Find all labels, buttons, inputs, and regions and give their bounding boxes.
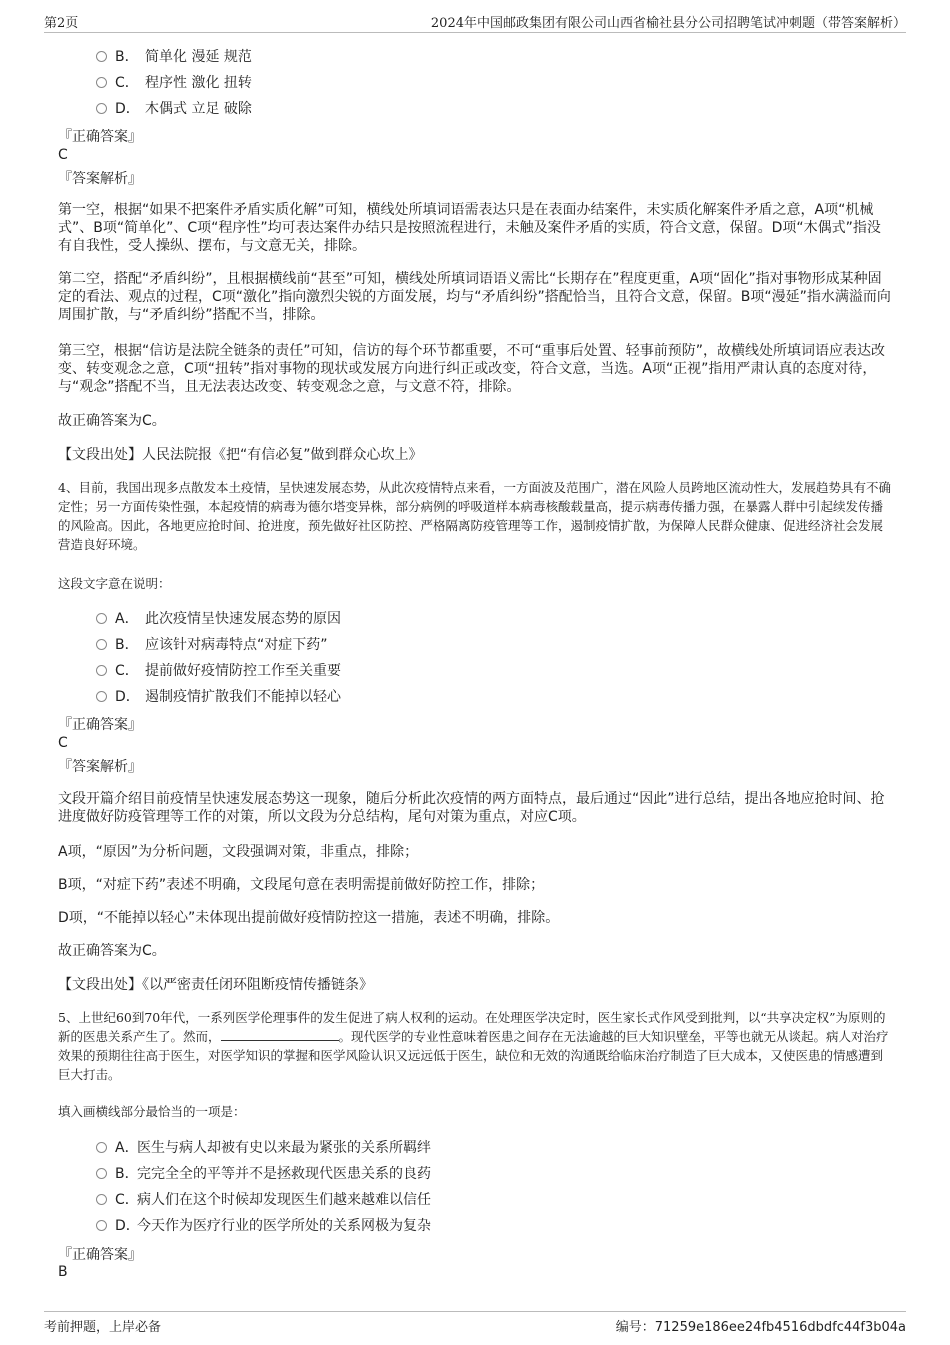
- q5-option-d[interactable]: D．今天作为医疗行业的医学所处的关系网极为复杂: [96, 1215, 431, 1239]
- q4-option-b[interactable]: B． 应该针对病毒特点“对症下药”: [96, 634, 328, 658]
- radio-icon[interactable]: [96, 639, 107, 650]
- q5-option-b[interactable]: B．完完全全的平等并不是拯救现代医患关系的良药: [96, 1163, 431, 1187]
- q5-option-a[interactable]: A．医生与病人却被有史以来最为紧张的关系所羁绊: [96, 1137, 431, 1161]
- q4-analysis-paragraph: D项，“不能掉以轻心”未体现出提前做好疫情防控这一措施，表述不明确，排除。: [58, 910, 560, 926]
- q4-answer-label: 『正确答案』: [58, 717, 142, 733]
- radio-icon[interactable]: [96, 1168, 107, 1179]
- radio-icon[interactable]: [96, 613, 107, 624]
- radio-icon[interactable]: [96, 1194, 107, 1205]
- radio-icon[interactable]: [96, 77, 107, 88]
- q4-analysis-paragraph: 文段开篇介绍目前疫情呈快速发展态势这一现象，随后分析此次疫情的两方面特点，最后通过“因此”进行总结，提出各地应抢时间、抢进度做好防疫管理等工作的对策，所以文段为分总结构，尾句对策为重点，对应C项。: [58, 791, 885, 825]
- q4-option-c[interactable]: C． 提前做好疫情防控工作至关重要: [96, 660, 341, 684]
- q5-passage: 5、上世纪60到70年代，一系列医学伦理事件的发生促进了病人权利的运动。在处理医学决定时，医生家长式作风受到批判，以“共享决定权”为原则的新的医患关系产生了。然而， 。现代医学的专业性意味着医患之间存在无法逾越的巨大知识壁垒，平等也就无从谈起。病人对治疗效果的预期往往高于医生，对医学知识的掌握和医学风险认识又远远低于医生，缺位和无效的沟通既给临床治疗制造了巨大成本，又使医患的情感遭到巨大打击。: [58, 1010, 889, 1082]
- q5-prompt: 填入画横线部分最恰当的一项是：: [58, 1104, 246, 1119]
- q4-conclusion: 故正确答案为C。: [58, 943, 166, 959]
- q4-option-d[interactable]: D． 遏制疫情扩散我们不能掉以轻心: [96, 686, 341, 710]
- q3-option-d[interactable]: D． 木偶式 立足 破除: [96, 98, 252, 122]
- page-header: [44, 12, 906, 33]
- radio-icon[interactable]: [96, 51, 107, 62]
- radio-icon[interactable]: [96, 665, 107, 676]
- q3-option-c[interactable]: C． 程序性 激化 扭转: [96, 72, 252, 96]
- answer-blank: [221, 1028, 339, 1041]
- radio-icon[interactable]: [96, 1142, 107, 1153]
- page-number: 第2页: [44, 16, 79, 31]
- q3-option-b[interactable]: B． 简单化 漫延 规范: [96, 46, 252, 70]
- q3-analysis-paragraph: 第三空，根据“信访是法院全链条的责任”可知，信访的每个环节都重要，不可“重事后处置、轻事前预防”，故横线处所填词语应表达改变、转变观念之意，C项“扭转”指对事物的现状或发展方向进行纠正或改变，符合文意，当选。A项“正视”指用严肃认真的态度对待，与“观念”搭配不当，且无法表达改变、转变观念之意，与文意不符，排除。: [58, 343, 886, 395]
- document-id: 编号：71259e186ee24fb4516dbdfc44f3b04a: [615, 1320, 906, 1335]
- q3-answer: C: [58, 147, 68, 163]
- q3-analysis-paragraph: 第二空，搭配“矛盾纠纷”，且根据横线前“甚至”可知，横线处所填词语语义需比“长期存在”程度更重，A项“固化”指对事物形成某种固定的看法、观点的过程，C项“激化”指向激烈尖锐的方面发展，均与“矛盾纠纷”搭配恰当，且符合文意，保留。B项“漫延”指水满溢而向周围扩散，与“矛盾纠纷”搭配不当，排除。: [58, 271, 891, 323]
- footer-slogan: 考前押题，上岸必备: [44, 1320, 162, 1335]
- q4-analysis-paragraph: B项，“对症下药”表述不明确，文段尾句意在表明需提前做好防控工作，排除；: [58, 877, 545, 893]
- q3-conclusion: 故正确答案为C。: [58, 413, 166, 429]
- page-footer: [44, 1311, 906, 1336]
- radio-icon[interactable]: [96, 691, 107, 702]
- q3-answer-label: 『正确答案』: [58, 129, 142, 145]
- q5-answer-label: 『正确答案』: [58, 1247, 142, 1263]
- q4-prompt: 这段文字意在说明：: [58, 576, 171, 591]
- q4-analysis-label: 『答案解析』: [58, 759, 142, 775]
- q3-analysis-label: 『答案解析』: [58, 171, 142, 187]
- q4-analysis-paragraph: A项，“原因”为分析问题，文段强调对策，非重点，排除；: [58, 844, 419, 860]
- radio-icon[interactable]: [96, 103, 107, 114]
- q4-answer: C: [58, 735, 68, 751]
- q3-source: 【文段出处】人民法院报《把“有信必复”做到群众心坎上》: [58, 447, 423, 463]
- q4-passage: 4、目前，我国出现多点散发本土疫情，呈快速发展态势，从此次疫情特点来看，一方面波及范围广，潜在风险人员跨地区流动性大，发展趋势具有不确定性；另一方面传染性强，本起疫情的病毒为德尔塔变异株，部分病例的呼吸道样本病毒核酸载量高，提示病毒传播力强，在暴露人群中引起续发传播的风险高。因此，各地更应抢时间、抢进度，预先做好社区防控、严格隔离防疫管理等工作，遏制疫情扩散，为保障人民群众健康、促进经济社会发展营造良好环境。: [58, 480, 891, 552]
- q5-answer: B: [58, 1264, 68, 1280]
- q4-source: 【文段出处】《以严密责任闭环阻断疫情传播链条》: [58, 977, 373, 993]
- radio-icon[interactable]: [96, 1220, 107, 1231]
- q4-option-a[interactable]: A． 此次疫情呈快速发展态势的原因: [96, 608, 341, 632]
- document-title: 2024年中国邮政集团有限公司山西省榆社县分公司招聘笔试冲刺题（带答案解析）: [430, 16, 906, 31]
- q5-option-c[interactable]: C．病人们在这个时候却发现医生们越来越难以信任: [96, 1189, 431, 1213]
- q3-analysis-paragraph: 第一空，根据“如果不把案件矛盾实质化解”可知，横线处所填词语需表达只是在表面办结案件，未实质化解案件矛盾之意，A项“机械式”、B项“简单化”、C项“程序性”均可表达案件办结只是按照流程进行，未触及案件矛盾的实质，符合文意，保留。D项“木偶式”指没有自我性，受人操纵、摆布，与文意无关，排除。: [58, 202, 881, 254]
